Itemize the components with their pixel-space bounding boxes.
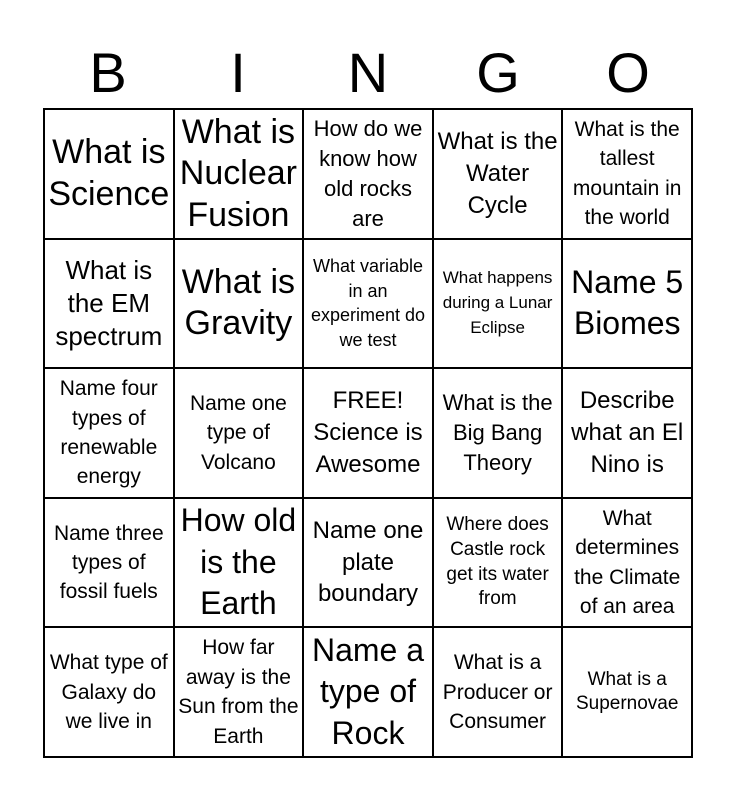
bingo-cell[interactable] [45, 240, 175, 370]
cell-text: Name one type of Volcano [189, 391, 287, 474]
bingo-cell[interactable] [434, 628, 564, 758]
bingo-cell[interactable] [45, 499, 175, 629]
bingo-cell[interactable] [304, 240, 434, 370]
bingo-cell[interactable] [563, 369, 693, 499]
cell-text: What is a Supernovae [575, 668, 679, 715]
cell-text: How far away is the Sun from the Earth [178, 636, 299, 748]
bingo-cell[interactable] [175, 499, 305, 629]
cell-text: What is the EM spectrum [55, 255, 163, 351]
cell-text: What is Science [48, 133, 170, 213]
bingo-cell[interactable] [563, 110, 693, 240]
bingo-cell[interactable] [175, 110, 305, 240]
cell-text: Where does Castle rock get its water from [446, 514, 549, 610]
header-letter-g: G [476, 41, 520, 104]
cell-text: What is Gravity [181, 262, 296, 343]
bingo-cell[interactable] [434, 499, 564, 629]
bingo-cell[interactable] [563, 628, 693, 758]
cell-text: Name three types of fossil fuels [53, 521, 164, 604]
bingo-cell[interactable] [45, 628, 175, 758]
cell-text: Name 5 Biomes [571, 263, 684, 342]
cell-text: What is Nuclear Fusion [179, 112, 297, 234]
bingo-cell[interactable] [563, 240, 693, 370]
bingo-cell[interactable] [175, 240, 305, 370]
bingo-header [43, 40, 693, 106]
cell-text: How do we know how old rocks are [313, 115, 423, 231]
cell-text: What happens during a Lunar Eclipse [442, 268, 553, 337]
cell-text: What type of Galaxy do we live in [49, 651, 168, 733]
cell-text: Name a type of Rock [311, 631, 425, 751]
bingo-cell[interactable] [304, 110, 434, 240]
header-letter-b: B [89, 41, 127, 104]
header-letter-n: N [347, 41, 389, 104]
bingo-card-grid [43, 108, 693, 758]
cell-text: What is the Big Bang Theory [442, 390, 553, 475]
bingo-cell[interactable] [45, 110, 175, 240]
bingo-cell[interactable] [175, 369, 305, 499]
cell-text: Name one plate boundary [312, 517, 424, 608]
cell-text: How old is the Earth [180, 502, 297, 622]
header-letter-o: O [606, 41, 650, 104]
cell-text: What variable in an experiment do we test [310, 256, 426, 350]
cell-text: FREE! Science is Awesome [313, 387, 423, 478]
bingo-cell[interactable] [434, 369, 564, 499]
cell-text: What is a Producer or Consumer [442, 651, 553, 733]
bingo-cell[interactable] [563, 499, 693, 629]
bingo-cell[interactable] [45, 369, 175, 499]
cell-text: Describe what an El Nino is [571, 387, 684, 478]
cell-text: What determines the Climate of an area [574, 506, 681, 618]
cell-text: Name four types of renewable energy [59, 377, 158, 489]
bingo-cell[interactable] [175, 628, 305, 758]
bingo-cell[interactable] [304, 628, 434, 758]
cell-text: What is the Water Cycle [437, 128, 558, 219]
bingo-cell[interactable] [434, 110, 564, 240]
bingo-cell[interactable] [434, 240, 564, 370]
header-letter-i: I [230, 41, 246, 104]
cell-text: What is the tallest mountain in the world [572, 118, 682, 230]
bingo-cell[interactable] [304, 499, 434, 629]
bingo-cell[interactable] [304, 369, 434, 499]
